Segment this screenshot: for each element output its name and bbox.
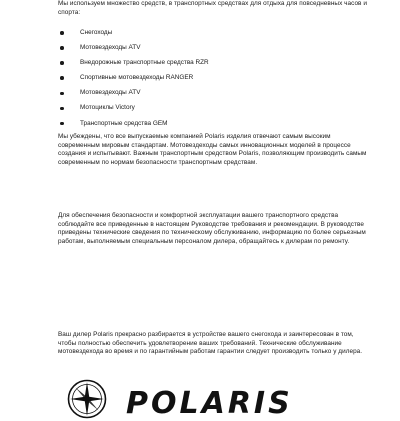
list-item-label: Мотовездеходы ATV (80, 44, 141, 52)
list-item-label: Мотоциклы Victory (80, 104, 135, 112)
bullet-icon (60, 31, 64, 35)
list-item (58, 59, 358, 74)
body-paragraph-safety: Для обеспечения безопасности и комфортной эксплуатации вашего транспортного средства соблюдайте все приведенные в настоящем Руководстве требования и рекомендации. В руководстве приведены технические сведения по техническому обслуживанию, информацию по более серьезным работам, выполняемым специальным персоналом дилера, обращайтесь к дилерам по ремонту. (58, 212, 366, 245)
polaris-logo (66, 378, 366, 421)
bullet-icon (60, 76, 64, 80)
bullet-icon (60, 122, 64, 126)
body-paragraph-quality: Мы убеждены, что все выпускаемые компанией Polaris изделия отвечают самым высоким современным мировым стандартам. Мотовездеходы самых инновационных моделей в процессе создания и испытывают. Важным транспортным средством Polaris, позволяющим производить самым современным по нормам безопасности транспортным средствам. (58, 133, 367, 166)
vehicle-list (58, 29, 358, 135)
list-item (58, 74, 358, 89)
list-item (58, 44, 358, 59)
list-item-label: Спортивные мотовездеходы RANGER (80, 74, 194, 82)
body-paragraph-dealer: Ваш дилер Polaris прекрасно разбирается в устройстве вашего снегохода и заинтересован в том, чтобы полностью обеспечить удовлетворение ваших требований. Технические обслуживание мотовездехода во время и по гарантийным работам гарантии следует производить только у дилера. (58, 331, 363, 356)
list-item-label: Внедорожные транспортные средства RZR (80, 59, 209, 67)
list-item-label: Транспортные средства GEM (80, 119, 168, 127)
bullet-icon (60, 61, 64, 65)
polaris-star-emblem-icon (66, 378, 108, 420)
list-item (58, 89, 358, 104)
manual-page (58, 0, 370, 400)
bullet-icon (60, 46, 64, 50)
list-item-label: Мотовездеходы ATV (80, 89, 141, 97)
intro-paragraph: Мы используем множество средств, в транспортных средствах для отдыха для повседневных часов и спорта: (58, 0, 367, 16)
list-item (58, 29, 358, 44)
bullet-icon (60, 92, 64, 96)
list-item-label: Снегоходы (80, 29, 113, 36)
polaris-wordmark: POLARIS (126, 386, 293, 421)
bullet-icon (60, 107, 64, 111)
list-item (58, 104, 358, 119)
